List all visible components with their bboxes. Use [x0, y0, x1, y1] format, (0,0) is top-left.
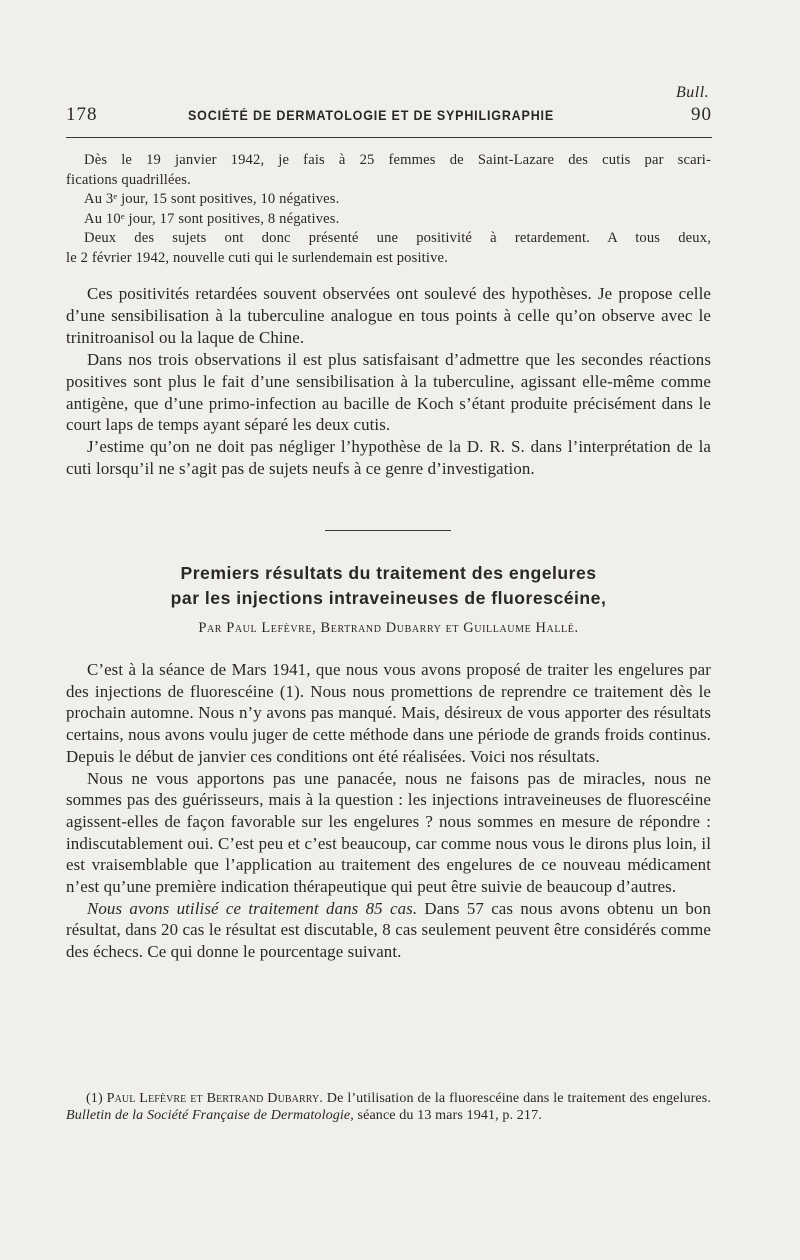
- bulletin-label: Bull.: [676, 84, 710, 101]
- article-title: [66, 561, 711, 611]
- footnote-text: De l’utilisation de la fluorescéine dans le traitement des engelures.: [322, 1090, 711, 1106]
- article-paragraph-results: [66, 898, 711, 963]
- running-title: SOCIÉTÉ DE DERMATOLOGIE ET DE SYPHILIGRAPHIE: [188, 108, 555, 123]
- discussion-paragraph: Dans nos trois observations il est plus satisfaisant d’admettre que les secondes réactions positives sont plus le fait d’une sensibilisation à la tuberculine, agissant elle-même comme antigène, que d’une primo-infection au bacille de Koch s’étant produite précisément dans le court laps de temps ayant séparé les deux cutis.: [66, 349, 711, 435]
- observation-line: Dès le 19 janvier 1942, je fais à 25 femmes de Saint-Lazare des cutis par scari-: [84, 152, 711, 168]
- footnote: [66, 1090, 711, 1125]
- discussion-paragraph: Ces positivités retardées souvent observées ont soulevé des hypothèses. Je propose celle d’une sensibilisation à la tuberculine analogue en tous points à celle qu’on observe avec le trinitroanisol ou la laque de Chine.: [66, 284, 711, 347]
- observation-block: [66, 151, 711, 268]
- footnote-journal: Bulletin de la Société Française de Dermatologie: [66, 1107, 351, 1124]
- article-title-line: Premiers résultats du traitement des engelures: [180, 563, 597, 583]
- article-paragraph: Nous ne vous apportons pas une panacée, nous ne faisons pas de miracles, nous ne sommes pas des guérisseurs, mais à la question : les injections intraveineuses de fluorescéine agissent-elles de façon favorable sur les engelures ? nous sommes en mesure de répondre : indiscutablement oui. C’est peu et c’est beaucoup, car comme nous vous le dirons plus loin, il est vraisemblable que l’application au traitement des engelures de ce nouveau médicament n’est qu’une première indication thérapeutique qui peut être suivie de beaucoup d’autres.: [66, 768, 711, 897]
- article-paragraph: C’est à la séance de Mars 1941, que nous vous avons proposé de traiter les engelures par des injections de fluorescéine (1). Nous nous promettions de reprendre ce traitement dès le prochain automne. Nous n’y avons pas manqué. Mais, désireux de vous apporter des résultats certains, nous avons voulu juger de cette méthode dans une période de grands froids continus. Depuis le début de janvier ces conditions ont été réalisées. Voici nos résultats.: [66, 660, 711, 766]
- article-body: [66, 659, 711, 963]
- header-rule: [66, 137, 712, 138]
- observation-line: le 2 février 1942, nouvelle cuti qui le surlendemain est positive.: [66, 249, 448, 266]
- page-number: 178: [66, 104, 98, 125]
- footnote-tail: , séance du 13 mars 1941, p. 217.: [350, 1107, 542, 1124]
- results-text: Dans 57 cas nous avons obtenu un bon résultat, dans 20 cas le résultat est discutable, 8 cas seulement peuvent être considérés comme des échecs. Ce qui donne le pourcentage suivant.: [66, 898, 711, 962]
- discussion-section: [66, 283, 711, 480]
- bulletin-number: 90: [691, 104, 712, 125]
- footnote-marker: (1): [86, 1090, 103, 1106]
- observation-line: Au 10ᵉ jour, 17 sont positives, 8 négatives.: [84, 210, 340, 227]
- page-header: [66, 104, 712, 130]
- observation-line: Au 3ᵉ jour, 15 sont positives, 10 négatives.: [84, 191, 340, 207]
- footnote-paragraph: [66, 1090, 711, 1125]
- article-authors: Par Paul Lefèvre, Bertrand Dubarry et Guillaume Hallé.: [198, 620, 579, 636]
- discussion-paragraph: J’estime qu’on ne doit pas négliger l’hypothèse de la D. R. S. dans l’interprétation de la cuti lorsqu’il ne s’agit pas de sujets neufs à ce genre d’investigation.: [66, 437, 711, 479]
- footnote-authors: Paul Lefèvre et Bertrand Dubarry.: [106, 1090, 323, 1106]
- results-italic-lead: Nous avons utilisé ce traitement dans 85 cas.: [87, 898, 418, 918]
- observation-line: Deux des sujets ont donc présenté une positivité à retardement. A tous deux,: [84, 230, 711, 246]
- observation-line: fications quadrillées.: [66, 171, 191, 188]
- article-title-line: par les injections intraveineuses de fluorescéine,: [170, 588, 607, 608]
- section-separator: [325, 530, 451, 531]
